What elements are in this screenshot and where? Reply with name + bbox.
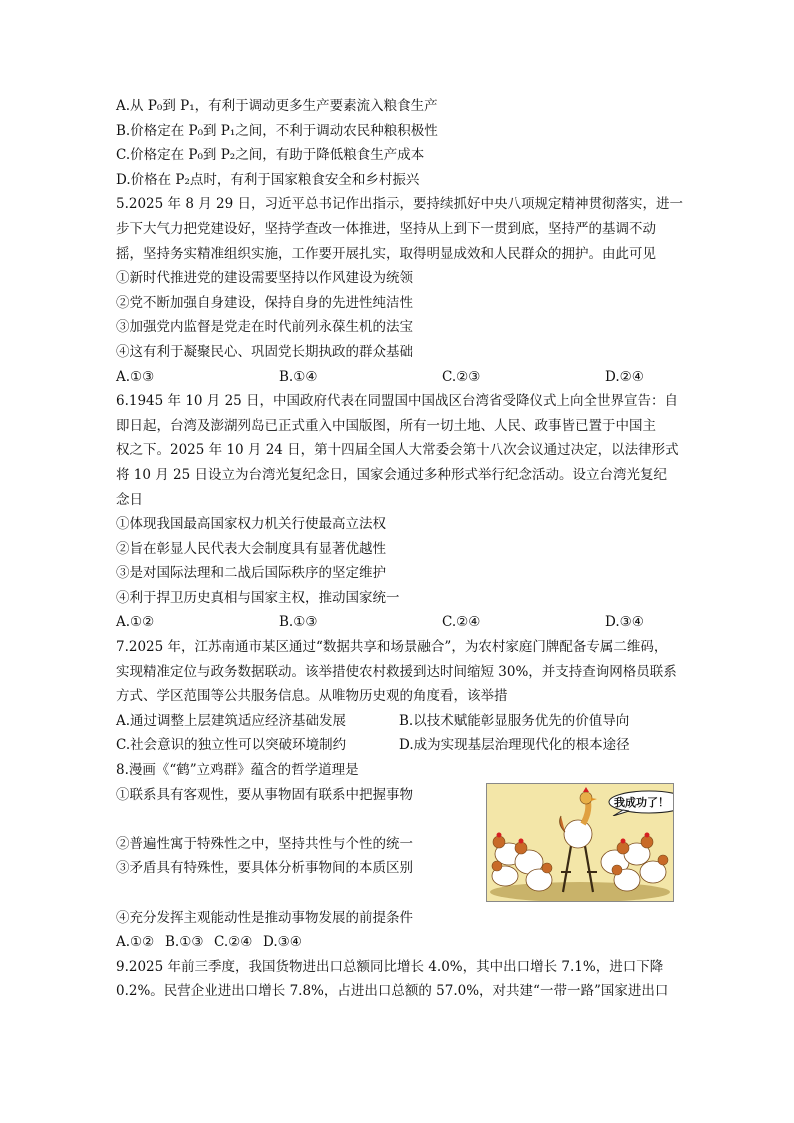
q4-option-d: D.价格在 P₂点时，有利于国家粮食安全和乡村振兴 [116, 171, 420, 188]
q5-choice-b: B.①④ [279, 368, 318, 385]
q5-item-4: ④这有利于凝聚民心、巩固党长期执政的群众基础 [116, 343, 413, 360]
q7-choice-a: A.通过调整上层建筑适应经济基础发展 [116, 712, 347, 729]
q6-item-2: ②旨在彰显人民代表大会制度具有显著优越性 [116, 540, 386, 557]
q5-choice-d: D.②④ [605, 368, 644, 385]
q6-item-3: ③是对国际法理和二战后国际秩序的坚定维护 [116, 565, 386, 582]
q6-item-4: ④利于捍卫历史真相与国家主权，推动国家统一 [116, 589, 400, 606]
q7-choices-row-1 [116, 709, 688, 734]
q6-stem-line: 权之下。2025 年 10 月 24 日，第十四届全国人大常委会第十八次会议通过决定，以法律形式 [116, 442, 679, 459]
q5-item-1: ①新时代推进党的建设需要坚持以作风建设为统领 [116, 270, 413, 287]
q8-choice-b: B.①③ [165, 934, 204, 951]
q5-stem-line: 5.2025 年 8 月 29 日，习近平总书记作出指示，要持续抓好中央八项规定精神贯彻落实，进一 [116, 196, 683, 213]
q6-choice-b: B.①③ [279, 614, 318, 631]
q7-choices-row-2 [116, 733, 688, 758]
q8-item-4: ④充分发挥主观能动性是推动事物发展的前提条件 [116, 909, 413, 926]
q7-stem-line: 方式、学区范围等公共服务信息。从唯物历史观的角度看，该举措 [116, 688, 508, 705]
exam-page [116, 94, 688, 1004]
q8-item-1: ①联系具有客观性，要从事物固有联系中把握事物 [116, 786, 413, 803]
q8-body [116, 783, 688, 931]
question-5 [116, 192, 688, 389]
q9-stem-line: 9.2025 年前三季度，我国货物进出口总额同比增长 4.0%，其中出口增长 7.1%，进口下降 [116, 958, 664, 975]
q5-stem-line: 摇，坚持务实精准组织实施，工作要开展扎实，取得明显成效和人民群众的拥护。由此可见 [116, 245, 656, 262]
q8-choice-a: A.①② [116, 934, 155, 951]
q6-stem-line: 念日 [116, 491, 143, 508]
q7-stem-line: 实现精准定位与政务数据联动。该举措使农村救援到达时间缩短 30%，并支持查询网格员联系 [116, 663, 677, 680]
q6-item-1: ①体现我国最高国家权力机关行使最高立法权 [116, 516, 386, 533]
q7-stem-line: 7.2025 年，江苏南通市某区通过“数据共享和场景融合”，为农村家庭门牌配备专属二维码， [116, 639, 668, 656]
q5-stem-line: 步下大气力把党建设好，坚持学查改一体推进，坚持从上到下一贯到底，坚持严的基调不动 [116, 220, 656, 237]
speech-bubble-text: 我成功了！ [614, 795, 669, 809]
q8-choices [116, 930, 688, 955]
q4-option-c: C.价格定在 P₀到 P₂之间，有助于降低粮食生产成本 [116, 147, 425, 164]
q7-choice-c: C.社会意识的独立性可以突破环境制约 [116, 737, 347, 754]
q5-item-2: ②党不断加强自身建设，保持自身的先进性纯洁性 [116, 294, 413, 311]
q6-choice-a: A.①② [116, 614, 155, 631]
q6-stem-line: 即日起，台湾及澎湖列岛已正式重入中国版图，所有一切土地、人民、政事皆已置于中国主 [116, 417, 656, 434]
question-9 [116, 955, 688, 1004]
question-8 [116, 758, 688, 955]
q6-choice-d: D.③④ [605, 614, 644, 631]
q8-item-3: ③矛盾具有特殊性，要具体分析事物间的本质区别 [116, 860, 413, 877]
q9-stem-line: 0.2%。民营企业进出口增长 7.8%，占进出口总额的 57.0%，对共建“一带一路”国家进出口 [116, 983, 669, 1000]
q5-item-3: ③加强党内监督是党走在时代前列永葆生机的法宝 [116, 319, 413, 336]
question-7 [116, 635, 688, 758]
q6-choice-c: C.②④ [442, 614, 481, 631]
q6-choices [116, 610, 688, 635]
q6-stem-line: 6.1945 年 10 月 25 日，中国政府代表在同盟国中国战区台湾省受降仪式上向全世界宣告：自 [116, 393, 679, 410]
q6-stem-line: 将 10 月 25 日设立为台湾光复纪念日，国家会通过多种形式举行纪念活动。设立台湾光复纪 [116, 466, 668, 483]
q8-choice-d: D.③④ [263, 934, 302, 951]
q4-option-b: B.价格定在 P₀到 P₁之间，不利于调动农民种粮积极性 [116, 122, 438, 139]
q5-choice-a: A.①③ [116, 368, 155, 385]
q8-stem: 8.漫画《“鹤”立鸡群》蕴含的哲学道理是 [116, 762, 359, 779]
question-6 [116, 389, 688, 635]
q7-choice-d: D.成为实现基层治理现代化的根本途径 [399, 737, 630, 754]
q8-item-2: ②普遍性寓于特殊性之中，坚持共性与个性的统一 [116, 835, 413, 852]
crane-among-chickens-cartoon [486, 783, 674, 902]
q8-choice-c: C.②④ [214, 934, 253, 951]
q4-options [116, 94, 688, 192]
q5-choices [116, 365, 688, 390]
q4-option-a: A.从 P₀到 P₁，有利于调动更多生产要素流入粮食生产 [116, 98, 438, 114]
q5-choice-c: C.②③ [442, 368, 481, 385]
q7-choice-b: B.以技术赋能彰显服务优先的价值导向 [399, 712, 630, 729]
